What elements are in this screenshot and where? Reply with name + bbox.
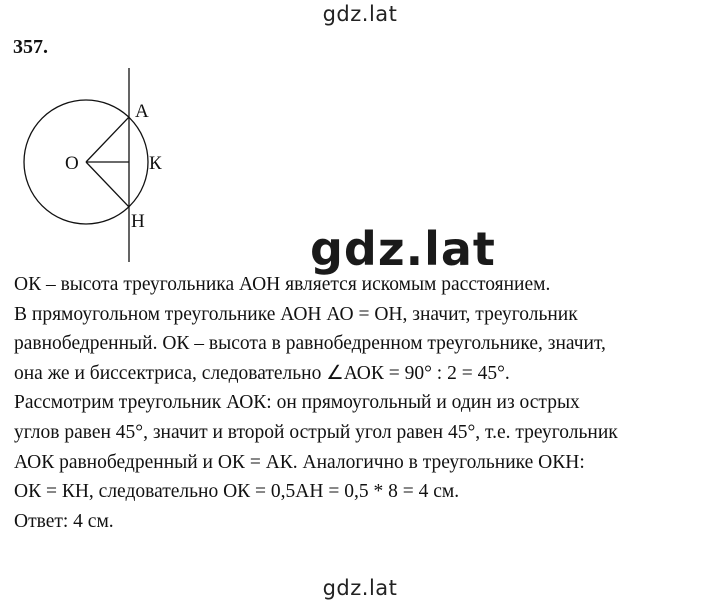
solution-line: она же и биссектриса, следовательно ∠АОК = 90° : 2 = 45°. — [14, 362, 510, 384]
solution-line: углов равен 45°, значит и второй острый угол равен 45°, т.е. треугольник — [14, 421, 618, 443]
point-label-H: H — [131, 211, 145, 232]
solution-line: АОК равнобедренный и ОК = АК. Аналогично в треугольнике ОКН: — [14, 451, 585, 473]
solution-line: В прямоугольном треугольнике АОН АО = ОН, значит, треугольник — [14, 303, 578, 325]
point-label-K: К — [149, 153, 162, 174]
watermark-bottom: gdz.lat — [322, 576, 398, 600]
solution-line: ОК – высота треугольника АОН является искомым расстоянием. — [14, 274, 551, 295]
solution-line: ОК = КН, следовательно ОК = 0,5АН = 0,5 * 8 = 4 см. — [14, 481, 460, 503]
solution-line: Рассмотрим треугольник АОК: он прямоугольный и один из острых — [14, 392, 580, 414]
solution-text — [14, 270, 714, 536]
segment-OH — [86, 162, 129, 207]
point-label-O: O — [65, 153, 79, 174]
answer-line: Ответ: 4 см. — [14, 510, 114, 532]
point-label-A: A — [135, 101, 149, 122]
solution-line: равнобедренный. ОК – высота в равнобедренном треугольнике, значит, — [14, 333, 606, 355]
geometry-figure — [0, 60, 200, 265]
watermark-top: gdz.lat — [322, 2, 398, 26]
watermark-center: gdz.lat — [310, 222, 496, 276]
segment-OA — [86, 117, 129, 162]
problem-number: 357. — [13, 36, 48, 58]
